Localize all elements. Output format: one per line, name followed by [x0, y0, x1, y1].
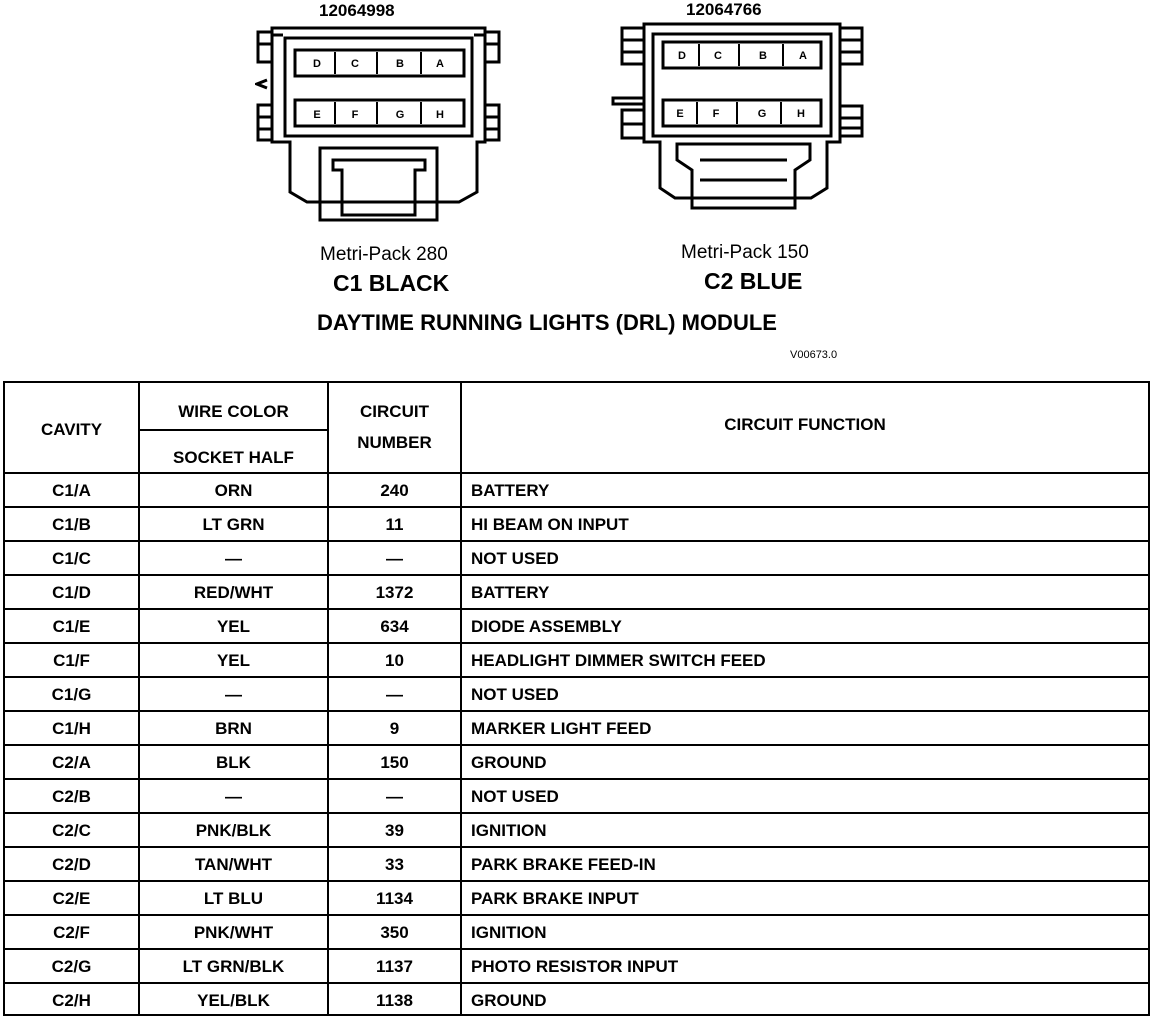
cell-circuit-number: 1138 — [376, 991, 413, 1010]
cell-cavity: C1/F — [53, 651, 90, 670]
cell-wire-color: BRN — [215, 719, 252, 738]
cell-wire-color: YEL — [216, 617, 251, 636]
cell-circuit-function: NOT USED — [471, 549, 559, 568]
cell-circuit-function: PARK BRAKE FEED-IN — [471, 855, 656, 874]
cell-circuit-function: IGNITION — [471, 923, 547, 942]
c2-part-number: 12064766 — [686, 0, 762, 19]
c1-cavity-d: D — [313, 58, 321, 70]
cell-circuit-function: NOT USED — [471, 685, 559, 704]
c1-connector-drawing — [255, 20, 510, 230]
row-divider — [5, 914, 1148, 916]
reference-code: V00673.0 — [790, 349, 838, 361]
cell-wire-color: — — [225, 685, 242, 704]
c2-cavity-a: A — [799, 50, 807, 62]
cell-wire-color: LT GRN — [202, 515, 265, 534]
cell-circuit-number: 1134 — [376, 889, 413, 908]
row-divider — [5, 676, 1148, 678]
header-circuit-function: CIRCUIT FUNCTION — [724, 415, 886, 434]
cell-circuit-function: HI BEAM ON INPUT — [471, 515, 629, 534]
cell-circuit-number: 33 — [385, 855, 404, 874]
cell-circuit-function: NOT USED — [471, 787, 559, 806]
c2-cavity-d: D — [678, 50, 686, 62]
c2-cavity-c: C — [714, 50, 722, 62]
row-divider — [5, 642, 1148, 644]
header-wire-color: WIRE COLOR — [178, 402, 289, 421]
cell-circuit-function: HEADLIGHT DIMMER SWITCH FEED — [471, 651, 766, 670]
row-divider — [5, 540, 1148, 542]
cell-cavity: C2/C — [52, 821, 91, 840]
header-subdivider — [138, 429, 329, 431]
cell-wire-color: YEL/BLK — [197, 991, 270, 1010]
cell-cavity: C1/E — [52, 617, 91, 636]
c2-connector-drawing — [605, 20, 875, 225]
cell-circuit-number: 11 — [385, 515, 404, 534]
cell-circuit-number: 39 — [385, 821, 404, 840]
cell-circuit-number: 9 — [389, 719, 400, 738]
cell-wire-color: ORN — [214, 481, 253, 500]
c1-cavity-h: H — [436, 109, 444, 121]
c2-cavity-h: H — [797, 108, 805, 120]
c1-cavity-b: B — [396, 58, 404, 70]
pinout-table — [3, 381, 1150, 1016]
c1-cavity-g: G — [395, 109, 405, 121]
cell-circuit-number: 634 — [380, 617, 409, 636]
header-circuit: CIRCUIT — [360, 402, 429, 421]
cell-cavity: C2/F — [53, 923, 90, 942]
cell-circuit-number: — — [386, 549, 403, 568]
cell-cavity: C2/G — [51, 957, 92, 976]
c1-part-number: 12064998 — [319, 1, 395, 20]
cell-wire-color: LT GRN/BLK — [182, 957, 285, 976]
row-divider — [5, 710, 1148, 712]
cell-circuit-function: MARKER LIGHT FEED — [471, 719, 652, 738]
module-title: DAYTIME RUNNING LIGHTS (DRL) MODULE — [317, 310, 777, 335]
cell-cavity: C2/D — [52, 855, 91, 874]
cell-circuit-number: 10 — [385, 651, 404, 670]
cell-cavity: C2/B — [52, 787, 91, 806]
cell-wire-color: YEL — [216, 651, 251, 670]
header-number: NUMBER — [357, 433, 432, 452]
cell-cavity: C1/A — [52, 481, 91, 500]
cell-circuit-function: BATTERY — [471, 583, 550, 602]
c2-cavity-g: G — [757, 108, 767, 120]
cell-circuit-number: 240 — [380, 481, 409, 500]
c2-cavity-e: E — [676, 108, 684, 120]
row-divider — [5, 506, 1148, 508]
cell-wire-color: — — [225, 787, 242, 806]
c1-cavity-f: F — [351, 109, 359, 121]
c1-cavity-e: E — [313, 109, 321, 121]
c1-cavity-a: A — [436, 58, 444, 70]
cell-circuit-function: PHOTO RESISTOR INPUT — [471, 957, 679, 976]
cell-cavity: C1/B — [52, 515, 91, 534]
row-divider — [5, 846, 1148, 848]
cell-circuit-function: GROUND — [471, 991, 547, 1010]
c2-cavity-f: F — [712, 108, 720, 120]
cell-circuit-number: 1137 — [376, 957, 413, 976]
cell-wire-color: LT BLU — [203, 889, 264, 908]
cell-wire-color: PNK/BLK — [195, 821, 272, 840]
row-divider — [5, 574, 1148, 576]
c1-pack-label: Metri-Pack 280 — [320, 244, 448, 265]
cell-cavity: C1/D — [52, 583, 91, 602]
row-divider — [5, 472, 1148, 474]
c2-connector-name: C2 BLUE — [704, 268, 803, 294]
cell-wire-color: PNK/WHT — [193, 923, 274, 942]
cell-circuit-function: PARK BRAKE INPUT — [471, 889, 639, 908]
cell-circuit-function: DIODE ASSEMBLY — [471, 617, 622, 636]
header-socket-half: SOCKET HALF — [173, 448, 294, 467]
row-divider — [5, 812, 1148, 814]
cell-cavity: C2/E — [52, 889, 91, 908]
c1-cavity-c: C — [351, 58, 359, 70]
c2-cavity-b: B — [759, 50, 767, 62]
column-divider — [460, 383, 462, 1014]
cell-circuit-number: 150 — [380, 753, 409, 772]
row-divider — [5, 608, 1148, 610]
cell-circuit-function: GROUND — [471, 753, 547, 772]
cell-wire-color: TAN/WHT — [194, 855, 273, 874]
cell-circuit-function: BATTERY — [471, 481, 550, 500]
cell-wire-color: BLK — [216, 753, 251, 772]
cell-cavity: C1/H — [52, 719, 91, 738]
cell-circuit-number: 350 — [380, 923, 409, 942]
row-divider — [5, 778, 1148, 780]
cell-circuit-number: — — [386, 685, 403, 704]
cell-cavity: C1/G — [51, 685, 92, 704]
c2-pack-label: Metri-Pack 150 — [681, 242, 809, 263]
row-divider — [5, 744, 1148, 746]
cell-circuit-number: — — [386, 787, 403, 806]
cell-cavity: C1/C — [52, 549, 91, 568]
cell-wire-color: RED/WHT — [193, 583, 274, 602]
header-cavity: CAVITY — [40, 420, 103, 439]
cell-cavity: C2/H — [52, 991, 91, 1010]
cell-circuit-function: IGNITION — [471, 821, 547, 840]
cell-wire-color: — — [225, 549, 242, 568]
cell-cavity: C2/A — [52, 753, 91, 772]
row-divider — [5, 948, 1148, 950]
cell-circuit-number: 1372 — [375, 583, 414, 602]
row-divider — [5, 880, 1148, 882]
c1-connector-name: C1 BLACK — [333, 270, 450, 296]
row-divider — [5, 982, 1148, 984]
